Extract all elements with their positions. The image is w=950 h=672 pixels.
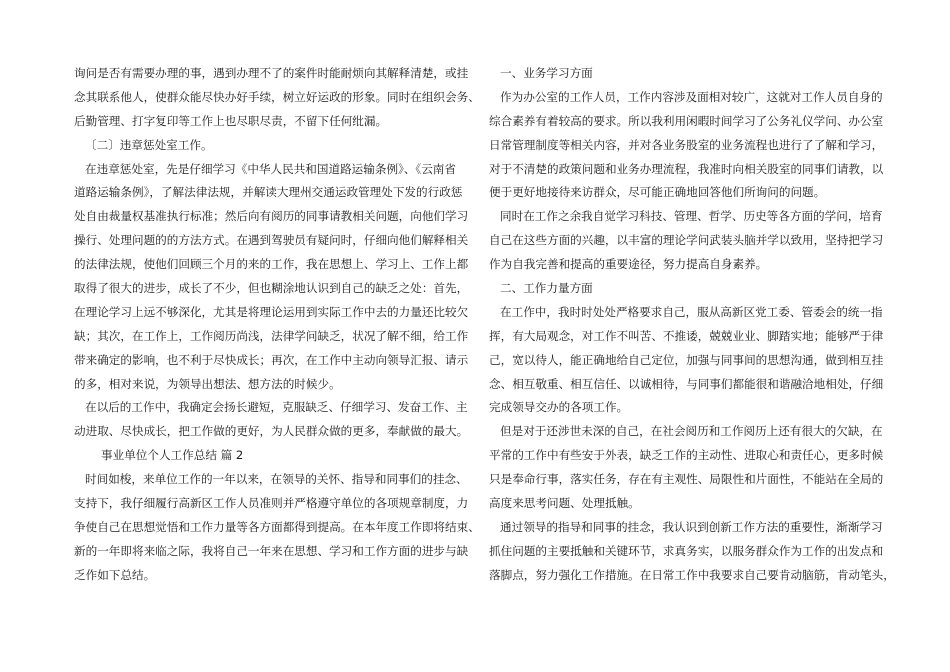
text-line: 念其联系他人，使群众能尽快办好手续，树立好运政的形象。同时在组织会务、 [74,89,480,104]
text-line: 在工作中，我时时处处严格要求自己，服从高新区党工委、管委会的统一指 [500,304,883,319]
text-line: 自己在这些方面的兴趣，以丰富的理论学问武装头脑并学以致用，坚持把学习 [489,233,884,248]
text-line: 处自由裁量权基准执行标准；然后向有阅历的同事请教相关问题，向他们学习 [74,209,469,224]
text-line: 新的一年即将来临之际，我将自己一年来在思想、学习和工作方面的进步与缺 [74,543,469,558]
text-line: 一、业务学习方面 [500,66,593,80]
text-line: 在以后的工作中，我确定会扬长避短，克服缺乏、仔细学习、发奋工作、主 [85,400,468,415]
text-line: 〔二〕违章惩处室工作。 [85,137,213,152]
text-line: 的多，相对来说，为领导出想法、想方法的时候少。 [74,376,341,391]
text-line: 在理论学习上远不够深化，尤其是将理论运用到实际工作中去的力量还比较欠 [74,304,469,319]
text-line: 完成领导交办的各项工作。 [489,400,629,415]
text-line: 道路运输条例》，了解法律法规，并解读大理州交通运政管理处下发的行政惩 [74,185,463,200]
text-line: 缺；其次，在工作上，工作阅历尚浅，法律学问缺乏，状况了解不细，给工作 [74,328,469,343]
text-line: 带来确定的影响，也不利于尽快成长；再次，在工作中主动向领导汇报、请示 [74,352,469,367]
left-text-column [74,62,480,588]
text-line: 落脚点，努力强化工作措施。在日常工作中我要求自己要肯动脑筋，肯动笔头， [489,567,895,582]
text-line: 在违章惩处室，先是仔细学习《中华人民共和国道路运输条例》、《云南省 [85,161,456,176]
text-line: 后勤管理、打字复印等工作上也尽职尽责，不留下任何纰漏。 [74,113,388,128]
text-line: 己，宽以待人，能正确地给自己定位，加强与同事间的思想沟通，做到相互挂 [489,352,884,367]
text-line: 的法律法规，使他们回顾三个月的来的工作，我在思想上、学习上、工作上都 [74,257,469,272]
text-line: 询问是否有需要办理的事，遇到办理不了的案件时能耐烦向其解释清楚，或挂 [74,66,469,80]
text-line: 二、工作力量方面 [500,281,593,296]
text-line: 平常的工作中有些安于外表，缺乏工作的主动性、进取心和责任心，更多时候 [489,448,884,463]
text-line: 事业单位个人工作总结 篇 2 [101,448,244,463]
text-line: 挥，有大局观念，对工作不叫苦、不推诿，兢兢业业、脚踏实地；能够严于律 [489,328,884,343]
text-line: 动进取、尽快成长，把工作做的更好，为人民群众做的更多，奉献做的最大。 [74,424,469,439]
text-line: 同时在工作之余我自觉学习科技、管理、哲学、历史等各方面的学问，培育 [500,209,883,224]
text-line: 念、相互敬重、相互信任、以诚相待，与同事们都能很和谐融洽地相处，仔细 [489,376,884,391]
text-line: 作为自我完善和提高的重要途径，努力提高自身素养。 [489,257,768,272]
text-line: 高度来思考问题、处理抵触。 [489,496,640,511]
text-line: 作为办公室的工作人员，工作内容涉及面相对较广，这就对工作人员自身的 [500,89,883,104]
text-line: 争使自己在思想觉悟和工作力量等各方面都得到提高。在本年度工作即将结束、 [74,519,480,534]
text-line: 乏作如下总结。 [74,567,156,582]
text-line: 对于不清楚的政策问题和业务办理流程，我准时向相关股室的同事们请教，以 [489,161,884,176]
text-line: 抓住问题的主要抵触和关键环节，求真务实，以服务群众作为工作的出发点和 [489,543,884,558]
text-line: 但是对于还涉世未深的自己，在社会阅历和工作阅历上还有很大的欠缺，在 [500,424,883,439]
text-line: 时间如梭，来单位工作的一年以来，在领导的关怀、指导和同事们的挂念、 [85,472,468,487]
text-line: 支持下，我仔细履行高新区工作人员准则并严格遵守单位的各项规章制度，力 [74,496,469,511]
text-line: 通过领导的指导和同事的挂念，我认识到创新工作方法的重要性，渐渐学习 [500,519,883,534]
text-line: 综合素养有着较高的要求。所以我利用闲暇时间学习了公务礼仪学问、办公室 [489,113,884,128]
right-text-column [489,62,895,588]
text-line: 取得了很大的进步，成长了不少，但也糊涂地认识到自己的缺乏之处：首先， [74,281,469,296]
text-line: 操行、处理问题的的方法方式。在遇到驾驶员有疑问时，仔细向他们解释相关 [74,233,469,248]
text-line: 便于更好地接待来访群众，尽可能正确地回答他们所询问的问题。 [489,185,826,200]
text-line: 只是奉命行事，落实任务，存在有主观性、局限性和片面性，不能站在全局的 [489,472,884,487]
text-line: 日常管理制度等相关内容，并对各业务股室的业务流程也进行了了解和学习， [489,137,884,152]
